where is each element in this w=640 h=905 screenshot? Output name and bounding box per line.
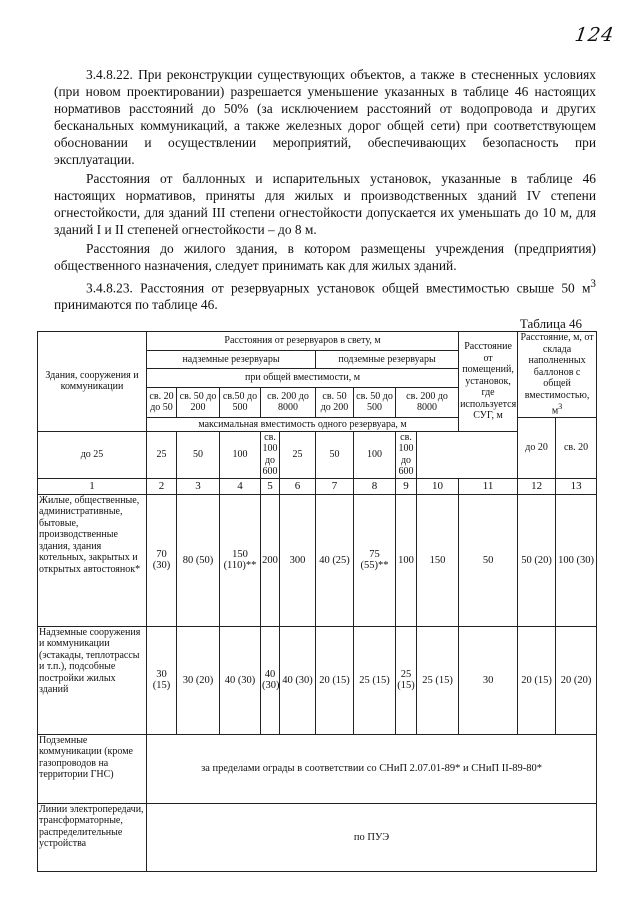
col-number: 13: [556, 478, 597, 494]
value-cell: 20 (15): [518, 626, 556, 734]
value-cell: 25 (15): [417, 626, 459, 734]
merged-value-cell: по ПУЭ: [147, 803, 597, 871]
value-cell: 40 (30): [261, 626, 280, 734]
paragraph: [54, 276, 596, 313]
value-cell: 40 (25): [316, 494, 354, 626]
value-cell: 300: [280, 494, 316, 626]
single-cell: 25: [280, 431, 316, 478]
row-label: Линии электропередачи, трансформаторные, распределительные устройства: [38, 803, 147, 871]
superscript: 3: [590, 278, 596, 290]
superscript: 3: [558, 402, 563, 411]
col-number: 4: [220, 478, 261, 494]
range-cell: св. 50 до 500: [354, 387, 396, 417]
cylinders-label: Расстояние, м, от склада наполненных баллонов с общей вместимостью, м: [520, 332, 594, 417]
value-cell: 30 (20): [177, 626, 220, 734]
range-cell: св.50 до 500: [220, 387, 261, 417]
value-cell: 25 (15): [396, 626, 417, 734]
paragraph-text: 3.4.8.23. Расстояния от резервуарных установок общей вместимостью свыше 50 м: [86, 280, 591, 296]
col-header-buildings: Здания, сооружения и коммуникации: [38, 332, 147, 432]
max-capacity-header: максимальная вместимость одного резервуара, м: [147, 417, 459, 431]
col-number: 10: [417, 478, 459, 494]
value-cell: 70 (30): [147, 494, 177, 626]
single-cell: св. 100 до 600: [262, 431, 278, 478]
value-cell: 80 (50): [177, 494, 220, 626]
table-row: [38, 734, 597, 803]
single-cell: св. 100 до 600: [396, 431, 417, 478]
col-number: 11: [459, 478, 518, 494]
value-cell: 200: [261, 494, 280, 626]
col-number: 3: [177, 478, 220, 494]
range-cell: св. 50 до 200: [316, 387, 354, 417]
single-cell: до 25: [38, 431, 147, 478]
paragraph: Расстояния до жилого здания, в котором размещены учреждения (предприятия) общественного назначения, следует принимать как для жилых зданий.: [54, 241, 596, 273]
row-label: Подземные коммуникации (кроме газопроводов на территории ГНС): [38, 734, 147, 803]
value-cell: 100: [396, 494, 417, 626]
value-cell: 50 (20): [518, 494, 556, 626]
single-cell: 50: [177, 431, 220, 478]
value-cell: 30: [459, 626, 518, 734]
single-cell: 50: [316, 431, 354, 478]
col-number: 7: [316, 478, 354, 494]
single-cell: 100: [354, 431, 396, 478]
above-ground-header: надземные резервуары: [147, 350, 316, 369]
col-number: 6: [280, 478, 316, 494]
col-number: 5: [261, 478, 280, 494]
group-header: Расстояния от резервуаров в свету, м: [147, 332, 459, 351]
row-label: Жилые, общественные, административные, бытовые, производственные здания, здания котельных, закрытых и открытых автостоянок*: [38, 494, 147, 626]
range-cell: св. 50 до 200: [177, 387, 220, 417]
single-cell: 100: [220, 431, 261, 478]
table-row: [38, 494, 597, 626]
single-cell: 25: [147, 431, 177, 478]
col-number: 8: [354, 478, 396, 494]
distance-table: [37, 331, 597, 872]
value-cell: 150: [417, 494, 459, 626]
paragraph-text: принимаются по таблице 46.: [54, 297, 218, 313]
col-header-premises: Расстояние от помещений, установок, где используется СУГ, м: [459, 332, 518, 432]
paragraph: Расстояния от баллонных и испарительных установок, указанные в таблице 46 настоящих нормативов, приняты для жилых и производственных зданий IV степени огнестойкости, для зданий III степени огнестойкости допускается их уменьшать до 10 м, для зданий I и II степеней огнестойкости – до 8 м.: [54, 171, 596, 237]
col-header-cylinders: [518, 332, 597, 418]
table-row: [38, 803, 597, 871]
paragraph: 3.4.8.22. При реконструкции существующих объектов, а также в стесненных условиях (при новом проектировании) разрешается уменьшение указанных в таблице 46 настоящих нормативов расстояний до 50% (за исключением расстояний от водопровода и других бесканальных коммуникаций, а также железных дорог общей сети) при соответствующем обосновании и осуществлении мероприятий, обеспечивающих безопасность при эксплуатации.: [54, 67, 596, 167]
value-cell: 75 (55)**: [354, 494, 396, 626]
body-text: [54, 66, 596, 313]
row-label: Надземные сооружения и коммуникации (эстакады, теплотрассы и т.п.), подсобные постройки жилых зданий: [38, 626, 147, 734]
value-cell: 40 (30): [280, 626, 316, 734]
col-number: 1: [38, 478, 147, 494]
range-cell: св. 20 до 50: [147, 387, 177, 417]
cyl-cell: св. 20: [556, 417, 597, 478]
range-cell: св. 200 до 8000: [396, 387, 459, 417]
underground-header: подземные резервуары: [316, 350, 459, 369]
value-cell: 100 (30): [556, 494, 597, 626]
page-number: 124: [573, 24, 616, 46]
col-number: 9: [396, 478, 417, 494]
col-number: 12: [518, 478, 556, 494]
value-cell: 40 (30): [220, 626, 261, 734]
value-cell: 150 (110)**: [220, 494, 261, 626]
value-cell: 50: [459, 494, 518, 626]
merged-value-cell: за пределами ограды в соответствии со СНиП 2.07.01-89* и СНиП II-89-80*: [147, 734, 597, 803]
table-row: [38, 626, 597, 734]
range-cell: св. 200 до 8000: [261, 387, 316, 417]
table-caption: Таблица 46: [519, 316, 582, 331]
col-number: 2: [147, 478, 177, 494]
value-cell: 20 (15): [316, 626, 354, 734]
total-capacity-header: при общей вместимости, м: [147, 369, 459, 388]
value-cell: 25 (15): [354, 626, 396, 734]
cyl-cell: до 20: [518, 417, 556, 478]
value-cell: 20 (20): [556, 626, 597, 734]
value-cell: 30 (15): [147, 626, 177, 734]
